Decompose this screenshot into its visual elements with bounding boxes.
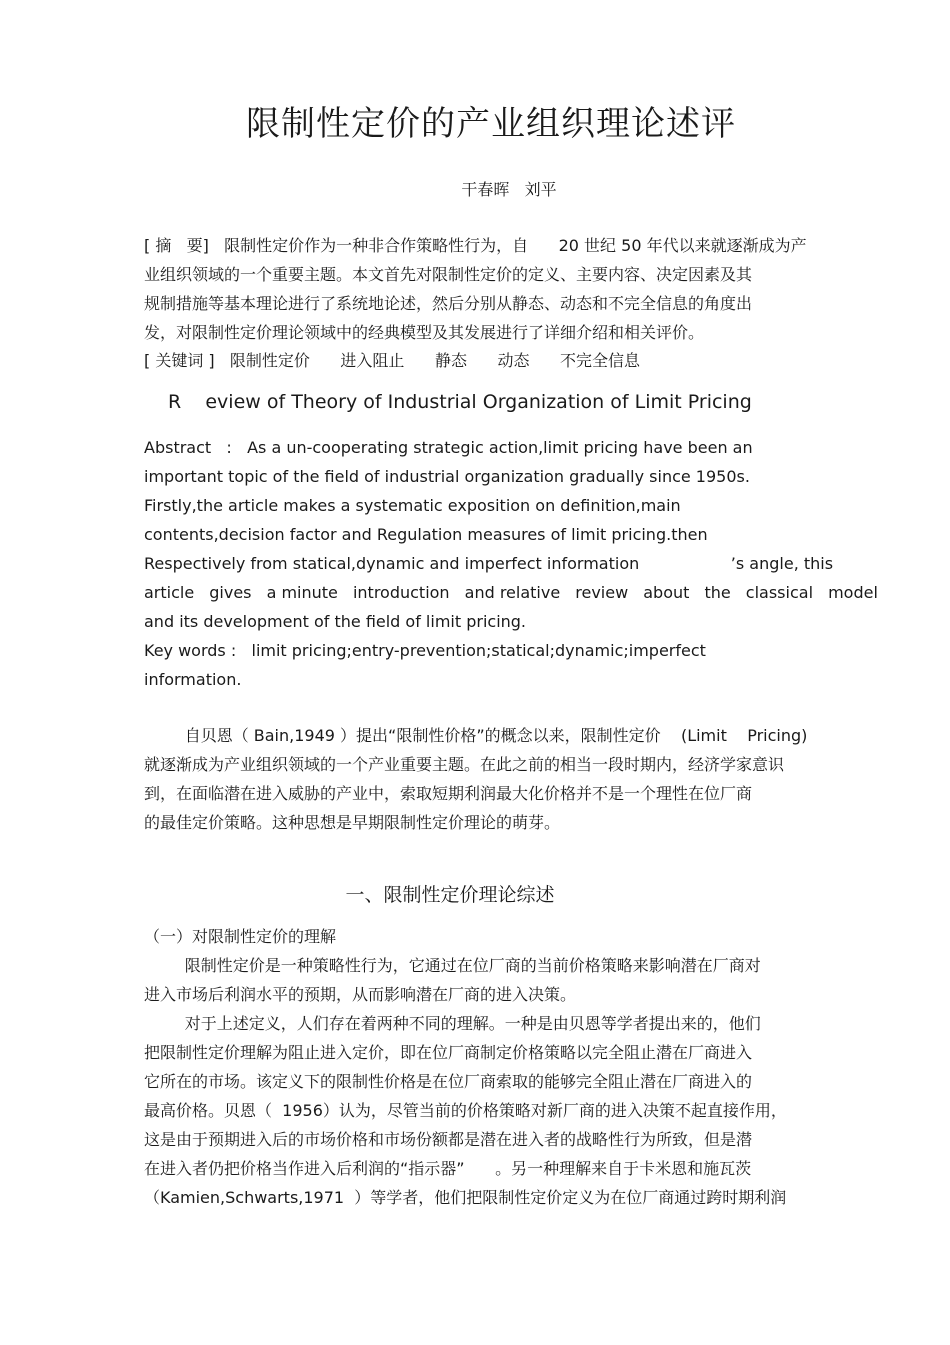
abstract-en-line: Firstly,the article makes a systematic exposition on definition,main	[144, 496, 681, 515]
intro-line: 到，在面临潜在进入威胁的产业中，索取短期利润最大化价格并不是一个理性在位厂商	[144, 784, 753, 803]
intro-line: 自贝恩（ Bain,1949 ）提出“限制性价格”的概念以来，限制性定价 (Limit Pricing)	[144, 726, 808, 745]
abstract-cn-line: 规制措施等基本理论进行了系统地论述，然后分别从静态、动态和不完全信息的角度出	[144, 294, 753, 313]
abstract-en-word: gives	[209, 583, 252, 602]
body-line: 这是由于预期进入后的市场价格和市场份额都是潜在进入者的战略性行为所致，但是潜	[144, 1130, 753, 1149]
abstract-en-word: introduction	[352, 583, 450, 602]
abstract-en-line: and its development of the field of limit pricing.	[144, 612, 527, 631]
body-line: 在进入者仍把价格当作进入后利润的“指示器” 。另一种理解来自于卡米恩和施瓦茨	[144, 1159, 752, 1178]
english-title: R eview of Theory of Industrial Organization of Limit Pricing	[168, 391, 752, 413]
abstract-en-word: review	[575, 583, 629, 602]
body-line: （Kamien,Schwarts,1971 ）等学者，他们把限制性定价定义为在位厂商通过跨时期利润	[144, 1188, 787, 1207]
abstract-cn-line: 业组织领域的一个重要主题。本文首先对限制性定价的定义、主要内容、决定因素及其	[144, 265, 753, 284]
subsection-heading: （一）对限制性定价的理解	[144, 927, 337, 946]
keywords-cn-line: [ 关键词 ] 限制性定价 进入阻止 静态 动态 不完全信息	[144, 351, 640, 370]
abstract-en-word: classical	[745, 583, 814, 602]
body-line: 把限制性定价理解为阻止进入定价，即在位厂商制定价格策略以完全阻止潜在厂商进入	[144, 1043, 753, 1062]
abstract-en-word: and relative	[464, 583, 561, 602]
abstract-en-line: Key words : limit pricing;entry-prevention;statical;dynamic;imperfect	[144, 641, 706, 660]
intro-line: 就逐渐成为产业组织领域的一个产业重要主题。在此之前的相当一段时期内，经济学家意识	[144, 755, 785, 774]
abstract-en-word: about	[643, 583, 690, 602]
body-line: 它所在的市场。该定义下的限制性价格是在位厂商索取的能够完全阻止潜在厂商进入的	[144, 1072, 753, 1091]
author-names: 干春晖 刘平	[461, 180, 557, 199]
abstract-en-line: Abstract : As a un-cooperating strategic action,limit pricing have been an	[144, 438, 753, 457]
abstract-en-line: information.	[144, 670, 242, 689]
body-line: 最高价格。贝恩（ 1956）认为，尽管当前的价格策略对新厂商的进入决策不起直接作用，	[144, 1101, 787, 1120]
body-text	[144, 922, 787, 1212]
abstract-en-word: a minute	[266, 583, 338, 602]
chinese-abstract	[144, 231, 807, 347]
body-line: 限制性定价是一种策略性行为，它通过在位厂商的当前价格策略来影响潜在厂商对	[144, 956, 761, 975]
body-line: 进入市场后利润水平的预期，从而影响潜在厂商的进入决策。	[144, 985, 577, 1004]
abstract-cn-line: 发，对限制性定价理论领域中的经典模型及其发展进行了详细介绍和相关评价。	[144, 323, 705, 342]
introduction-paragraph	[144, 721, 807, 837]
paper-title: 限制性定价的产业组织理论述评	[246, 104, 736, 144]
section-heading: 一、限制性定价理论综述	[345, 884, 555, 906]
abstract-en-line: important topic of the field of industrial organization gradually since 1950s.	[144, 467, 750, 486]
abstract-en-line: Respectively from statical,dynamic and imperfect information ’s angle, this	[144, 554, 834, 573]
abstract-en-justified-line	[144, 578, 878, 607]
body-line: 对于上述定义，人们存在着两种不同的理解。一种是由贝恩等学者提出来的，他们	[144, 1014, 761, 1033]
abstract-cn-line: [ 摘 要] 限制性定价作为一种非合作策略性行为，自 20 世纪 50 年代以来就逐渐成为产	[144, 236, 807, 255]
abstract-en-word: article	[144, 583, 195, 602]
abstract-en-word: model	[828, 583, 878, 602]
chinese-keywords	[144, 346, 640, 375]
abstract-en-line: contents,decision factor and Regulation measures of limit pricing.then	[144, 525, 708, 544]
english-abstract	[144, 433, 878, 694]
intro-line: 的最佳定价策略。这种思想是早期限制性定价理论的萌芽。	[144, 813, 561, 832]
abstract-en-word: the	[704, 583, 731, 602]
